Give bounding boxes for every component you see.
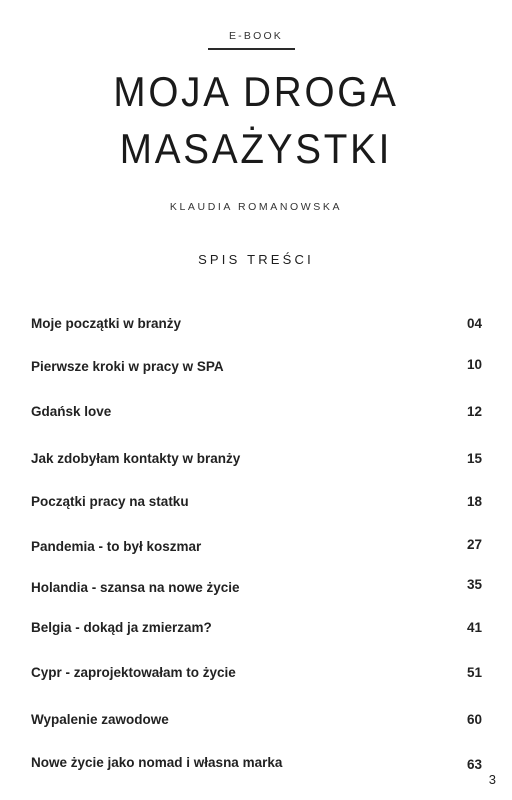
toc-item-title: Wypalenie zawodowe [31,712,169,727]
toc-item-title: Pandemia - to był koszmar [31,539,202,554]
toc-item [31,755,482,773]
toc-item-title: Holandia - szansa na nowe życie [31,580,240,595]
toc-item-page: 63 [466,757,482,772]
toc-item-page: 18 [466,494,482,509]
toc-item [31,620,482,638]
toc-heading: SPIS TREŚCI [198,252,314,267]
toc-item-page: 60 [466,712,482,727]
toc-item-title: Moje początki w branży [31,316,182,331]
toc-item [31,539,482,557]
book-title-line-2: MASAŻYSTKI [119,125,393,172]
toc-item-page: 41 [466,620,482,635]
toc-item-page: 51 [466,665,482,680]
toc-item [31,577,482,598]
toc-item [31,665,482,683]
toc-item [31,451,482,469]
toc-item-title: Belgia - dokąd ja zmierzam? [31,620,212,635]
toc-item [31,359,482,377]
author-name: KLAUDIA ROMANOWSKA [169,201,343,213]
toc-item [31,712,482,730]
toc-item-page: 35 [466,577,482,592]
toc-item-title: Pierwsze kroki w pracy w SPA [31,359,224,374]
toc-item-page: 10 [466,357,482,372]
toc-item-title: Początki pracy na statku [31,494,189,509]
toc-item [31,494,482,512]
toc-item-title: Jak zdobyłam kontakty w branży [31,451,241,466]
toc-item-page: 27 [466,537,482,552]
page-number: 3 [488,772,496,787]
book-title-line-1: MOJA DROGA [113,68,399,115]
toc-item-title: Cypr - zaprojektowałam to życie [31,665,236,680]
toc-item-title: Gdańsk love [31,404,112,419]
toc-item-page: 15 [466,451,482,466]
toc-item [31,316,482,334]
toc-item-page: 12 [466,404,482,419]
toc-item [31,404,482,422]
toc-item-title: Nowe życie jako nomad i własna marka [31,755,283,770]
ebook-label: E-BOOK [228,30,284,42]
toc-item-page: 04 [466,316,482,331]
ebook-label-underline [208,48,295,50]
